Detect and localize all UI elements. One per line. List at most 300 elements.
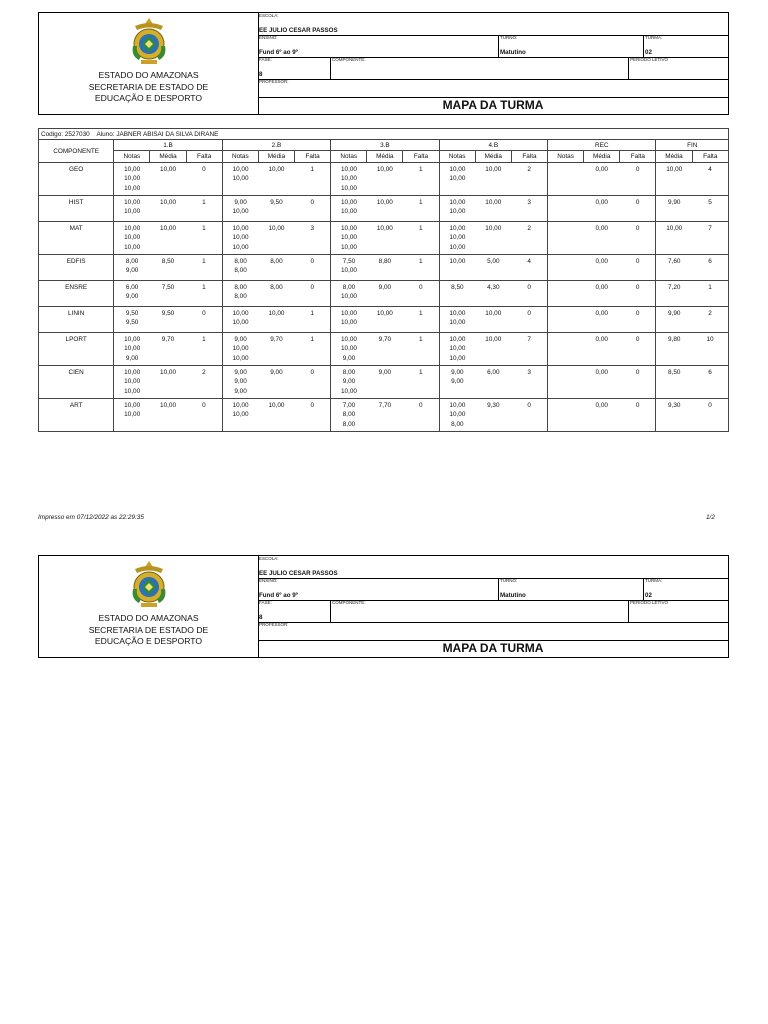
media-cell: 10,00	[150, 196, 186, 222]
nota-value: 10,00	[232, 208, 249, 216]
nota-value: 10,00	[449, 175, 466, 183]
final-media-cell: 9,30	[656, 399, 692, 432]
nota-value: 10,00	[449, 354, 466, 362]
table-row	[39, 281, 729, 307]
nota-value: 10,00	[449, 310, 466, 317]
media-cell: 10,00	[150, 399, 186, 432]
media-cell: 5,00	[475, 255, 511, 281]
media-cell: 8,00	[258, 255, 294, 281]
falta-cell: 1	[403, 255, 439, 281]
nota-value: 8,00	[234, 293, 247, 301]
falta-cell: 3	[511, 366, 547, 399]
falta-cell: 0	[620, 222, 656, 255]
notas-cell	[331, 307, 367, 333]
nota-value: 8,50	[451, 284, 464, 291]
nota-value: 10,00	[124, 199, 141, 206]
nota-value: 10,00	[340, 175, 357, 183]
fase-value: 8	[259, 71, 263, 78]
student-name: Aluno: JABNER ABISAI DA SILVA DIRANE	[96, 130, 219, 138]
notas-cell	[548, 399, 584, 432]
media-cell: 10,00	[475, 222, 511, 255]
media-cell: 10,00	[367, 163, 403, 196]
nota-value: 9,00	[234, 199, 247, 206]
falta-cell: 0	[620, 163, 656, 196]
falta-cell: 1	[186, 255, 222, 281]
turma-label: TURMA:	[645, 35, 663, 40]
nota-value: 10,00	[232, 310, 249, 317]
nota-value: 10,00	[232, 234, 249, 242]
media-cell: 9,50	[258, 196, 294, 222]
nota-value: 10,00	[449, 258, 466, 265]
nota-value: 8,00	[342, 284, 356, 291]
print-timestamp: Impresso em 07/12/2022 as 22:29:35	[38, 514, 144, 521]
falta-cell: 0	[295, 366, 331, 399]
notas-header: Notas	[548, 151, 584, 163]
group-header-1b: 1.B	[114, 140, 222, 151]
notas-cell	[222, 399, 258, 432]
media-cell: 8,00	[258, 281, 294, 307]
header-fields	[258, 13, 728, 114]
falta-cell: 0	[403, 399, 439, 432]
falta-header: Falta	[511, 151, 547, 163]
nota-value: 10,00	[340, 319, 357, 327]
final-media-cell: 9,90	[656, 196, 692, 222]
nota-value: 9,00	[234, 387, 247, 395]
ensino-label: ENSINO:	[259, 578, 278, 583]
final-falta-cell: 4	[692, 163, 728, 196]
final-media-cell: 9,90	[656, 307, 692, 333]
turma-value: 02	[645, 592, 652, 599]
media-cell: 8,50	[150, 255, 186, 281]
media-cell: 10,00	[150, 222, 186, 255]
nota-value: 10,00	[449, 319, 466, 327]
nota-value: 10,00	[340, 184, 357, 192]
notas-cell	[439, 163, 475, 196]
falta-cell: 0	[186, 163, 222, 196]
notas-cell	[114, 222, 150, 255]
falta-cell: 0	[620, 333, 656, 366]
nota-value: 9,00	[451, 369, 464, 376]
nota-value: 10,00	[232, 354, 249, 362]
ensino-value: Fund 6º ao 9º	[259, 592, 298, 599]
nota-value: 10,00	[232, 166, 249, 173]
notas-header: Notas	[439, 151, 475, 163]
notas-cell	[439, 255, 475, 281]
nota-value: 9,00	[234, 378, 247, 386]
nota-value: 10,00	[340, 310, 357, 317]
group-header-4b: 4.B	[439, 140, 547, 151]
media-cell: 0,00	[584, 222, 620, 255]
media-cell: 0,00	[584, 333, 620, 366]
media-cell: 0,00	[584, 255, 620, 281]
notas-cell	[548, 307, 584, 333]
media-cell: 0,00	[584, 307, 620, 333]
component-name: ART	[39, 399, 114, 432]
media-cell: 9,50	[150, 307, 186, 333]
nota-value: 8,00	[342, 411, 356, 419]
final-media-cell: 10,00	[656, 222, 692, 255]
media-cell: 10,00	[475, 163, 511, 196]
notas-cell	[439, 222, 475, 255]
media-cell: 10,00	[150, 366, 186, 399]
final-falta-cell: 6	[692, 366, 728, 399]
nota-value: 10,00	[340, 225, 357, 232]
notas-cell	[114, 307, 150, 333]
table-row	[39, 255, 729, 281]
nota-value: 10,00	[449, 208, 466, 216]
notas-cell	[331, 366, 367, 399]
header-fields	[258, 556, 728, 657]
nota-value: 9,00	[342, 378, 356, 386]
nota-value: 8,00	[342, 420, 356, 428]
notas-header: Notas	[222, 151, 258, 163]
media-cell: 10,00	[258, 163, 294, 196]
table-row	[39, 196, 729, 222]
nota-value: 10,00	[340, 387, 357, 395]
nota-value: 8,00	[451, 420, 464, 428]
table-row	[39, 222, 729, 255]
nota-value: 10,00	[449, 336, 466, 343]
notas-cell	[222, 333, 258, 366]
nota-value: 10,00	[340, 267, 357, 275]
falta-cell: 0	[620, 196, 656, 222]
media-cell: 7,70	[367, 399, 403, 432]
nota-value: 10,00	[340, 199, 357, 206]
table-row	[39, 307, 729, 333]
table-row	[39, 333, 729, 366]
escola-label: ESCOLA:	[259, 13, 279, 18]
falta-cell: 0	[186, 399, 222, 432]
report-header	[38, 12, 729, 115]
final-falta-cell: 10	[692, 333, 728, 366]
nota-value: 10,00	[449, 411, 466, 419]
notas-cell	[439, 366, 475, 399]
notas-cell	[548, 222, 584, 255]
final-falta-cell: 0	[692, 399, 728, 432]
fase-label: FASE:	[259, 600, 272, 605]
falta-cell: 7	[511, 333, 547, 366]
componente-label: COMPONENTE:	[332, 600, 366, 605]
notas-cell	[439, 399, 475, 432]
fase-value: 8	[259, 614, 263, 621]
professor-label: PROFESSOR:	[259, 79, 289, 84]
nota-value: 9,00	[234, 369, 247, 376]
media-cell: 0,00	[584, 399, 620, 432]
falta-cell: 1	[403, 222, 439, 255]
turma-value: 02	[645, 49, 652, 56]
nota-value: 10,00	[340, 293, 357, 301]
component-name: EDFIS	[39, 255, 114, 281]
media-cell: 7,50	[150, 281, 186, 307]
nota-value: 10,00	[124, 243, 141, 251]
componente-header: COMPONENTE	[39, 140, 114, 163]
nota-value: 8,00	[342, 369, 356, 376]
final-falta-cell: 5	[692, 196, 728, 222]
falta-cell: 1	[295, 163, 331, 196]
nota-value: 9,00	[125, 354, 139, 362]
media-cell: 10,00	[258, 222, 294, 255]
nota-value: 10,00	[124, 225, 141, 232]
ensino-label: ENSINO:	[259, 35, 278, 40]
nota-value: 10,00	[449, 166, 466, 173]
falta-cell: 1	[403, 163, 439, 196]
final-falta-cell: 6	[692, 255, 728, 281]
falta-cell: 0	[620, 366, 656, 399]
notas-cell	[114, 399, 150, 432]
nota-value: 9,00	[125, 293, 139, 301]
nota-value: 9,00	[451, 378, 464, 386]
final-falta-cell: 7	[692, 222, 728, 255]
notas-cell	[114, 281, 150, 307]
nota-value: 10,00	[232, 225, 249, 232]
nota-value: 10,00	[340, 345, 357, 353]
nota-value: 10,00	[124, 175, 141, 183]
falta-cell: 3	[511, 196, 547, 222]
component-name: ENSRE	[39, 281, 114, 307]
media-cell: 10,00	[367, 307, 403, 333]
media-header: Média	[656, 151, 692, 163]
group-header-3b: 3.B	[331, 140, 439, 151]
group-header-2b: 2.B	[222, 140, 330, 151]
page-number: 1/2	[706, 514, 715, 521]
media-cell: 10,00	[475, 307, 511, 333]
notas-cell	[331, 281, 367, 307]
escola-value: EE JULIO CESAR PASSOS	[259, 27, 338, 34]
falta-cell: 0	[511, 281, 547, 307]
media-cell: 9,70	[150, 333, 186, 366]
grades-body	[39, 163, 729, 432]
falta-cell: 0	[511, 399, 547, 432]
nota-value: 8,00	[234, 258, 247, 265]
media-cell: 8,80	[367, 255, 403, 281]
nota-value: 10,00	[232, 345, 249, 353]
falta-cell: 1	[186, 281, 222, 307]
nota-value: 9,50	[125, 319, 139, 327]
nota-value: 8,00	[234, 284, 247, 291]
media-cell: 9,30	[475, 399, 511, 432]
component-name: LININ	[39, 307, 114, 333]
nota-value: 10,00	[232, 175, 249, 183]
media-cell: 9,00	[367, 366, 403, 399]
falta-cell: 0	[403, 281, 439, 307]
turno-label: TURNO:	[500, 578, 518, 583]
falta-cell: 1	[186, 196, 222, 222]
component-name: HIST	[39, 196, 114, 222]
notas-cell	[331, 255, 367, 281]
falta-header: Falta	[620, 151, 656, 163]
notas-header: Notas	[114, 151, 150, 163]
media-cell: 9,00	[367, 281, 403, 307]
falta-cell: 2	[511, 222, 547, 255]
notas-cell	[548, 196, 584, 222]
nota-value: 9,00	[125, 267, 139, 275]
notas-cell	[114, 366, 150, 399]
falta-cell: 2	[186, 366, 222, 399]
media-cell: 4,30	[475, 281, 511, 307]
falta-cell: 1	[403, 307, 439, 333]
nota-value: 10,00	[449, 234, 466, 242]
falta-header: Falta	[403, 151, 439, 163]
notas-cell	[331, 222, 367, 255]
component-name: LPORT	[39, 333, 114, 366]
nota-value: 6,00	[125, 284, 139, 291]
media-cell: 10,00	[475, 333, 511, 366]
nota-value: 10,00	[340, 336, 357, 343]
media-cell: 10,00	[367, 196, 403, 222]
component-name: MAT	[39, 222, 114, 255]
nota-value: 10,00	[124, 402, 141, 409]
final-media-cell: 7,60	[656, 255, 692, 281]
student-info	[39, 129, 729, 140]
falta-cell: 0	[186, 307, 222, 333]
notas-cell	[439, 281, 475, 307]
falta-cell: 0	[620, 281, 656, 307]
notas-cell	[114, 255, 150, 281]
component-name: GEO	[39, 163, 114, 196]
falta-cell: 0	[295, 196, 331, 222]
notas-cell	[548, 163, 584, 196]
nota-value: 10,00	[232, 243, 249, 251]
notas-header: Notas	[331, 151, 367, 163]
report-title: MAPA DA TURMA	[442, 641, 544, 655]
nota-value: 10,00	[124, 234, 141, 242]
notas-cell	[222, 163, 258, 196]
nota-value: 10,00	[449, 199, 466, 206]
falta-cell: 1	[186, 333, 222, 366]
final-falta-cell: 2	[692, 307, 728, 333]
nota-value: 10,00	[340, 166, 357, 173]
falta-header: Falta	[295, 151, 331, 163]
media-header: Média	[475, 151, 511, 163]
falta-header: Falta	[692, 151, 728, 163]
nota-value: 10,00	[232, 402, 249, 409]
fase-label: FASE:	[259, 57, 272, 62]
media-cell: 6,00	[475, 366, 511, 399]
nota-value: 9,00	[342, 354, 356, 362]
falta-cell: 0	[295, 255, 331, 281]
ensino-value: Fund 6º ao 9º	[259, 49, 298, 56]
institution-name: ESTADO DO AMAZONAS SECRETARIA DE ESTADO DE EDUCAÇÃO E DESPORTO	[88, 613, 209, 646]
falta-cell: 1	[403, 366, 439, 399]
media-header: Média	[584, 151, 620, 163]
report-header-repeat	[38, 555, 729, 658]
state-coat-of-arms-icon	[129, 559, 169, 611]
grades-table	[38, 128, 729, 432]
periodo-label: PERÍODO LETIVO	[630, 600, 669, 605]
report-title: MAPA DA TURMA	[442, 98, 544, 112]
nota-value: 10,00	[124, 345, 141, 353]
component-name: CIEN	[39, 366, 114, 399]
notas-cell	[548, 255, 584, 281]
student-code: Codigo: 2527030	[41, 130, 90, 138]
final-media-cell: 10,00	[656, 163, 692, 196]
media-cell: 9,70	[367, 333, 403, 366]
notas-cell	[222, 222, 258, 255]
falta-cell: 0	[511, 307, 547, 333]
nota-value: 10,00	[124, 369, 141, 376]
notas-cell	[331, 333, 367, 366]
turno-value: Matutino	[500, 592, 526, 599]
falta-cell: 3	[295, 222, 331, 255]
table-row	[39, 366, 729, 399]
professor-label: PROFESSOR:	[259, 622, 289, 627]
nota-value: 10,00	[124, 378, 141, 386]
nota-value: 10,00	[124, 336, 141, 343]
nota-value: 7,00	[342, 402, 356, 409]
media-cell: 0,00	[584, 281, 620, 307]
group-header-rec: REC	[548, 140, 656, 151]
falta-cell: 0	[295, 281, 331, 307]
notas-cell	[439, 307, 475, 333]
media-cell: 10,00	[258, 307, 294, 333]
falta-cell: 1	[186, 222, 222, 255]
media-cell: 0,00	[584, 196, 620, 222]
media-header: Média	[367, 151, 403, 163]
nota-value: 10,00	[124, 166, 141, 173]
nota-value: 7,50	[342, 258, 356, 265]
nota-value: 10,00	[124, 208, 141, 216]
notas-cell	[331, 163, 367, 196]
nota-value: 10,00	[124, 411, 141, 419]
media-cell: 10,00	[475, 196, 511, 222]
media-header: Média	[150, 151, 186, 163]
periodo-label: PERÍODO LETIVO	[630, 57, 669, 62]
media-header: Média	[258, 151, 294, 163]
falta-cell: 1	[295, 307, 331, 333]
falta-cell: 0	[295, 399, 331, 432]
notas-cell	[439, 333, 475, 366]
nota-value: 10,00	[449, 243, 466, 251]
group-header-fin: FIN	[656, 140, 729, 151]
media-cell: 10,00	[367, 222, 403, 255]
media-cell: 9,00	[258, 366, 294, 399]
nota-value: 10,00	[340, 208, 357, 216]
table-row	[39, 163, 729, 196]
falta-cell: 4	[511, 255, 547, 281]
falta-header: Falta	[186, 151, 222, 163]
institution-name: ESTADO DO AMAZONAS SECRETARIA DE ESTADO DE EDUCAÇÃO E DESPORTO	[88, 70, 209, 103]
media-cell: 9,70	[258, 333, 294, 366]
media-cell: 10,00	[150, 163, 186, 196]
notas-cell	[114, 333, 150, 366]
turno-value: Matutino	[500, 49, 526, 56]
notas-cell	[222, 366, 258, 399]
nota-value: 10,00	[340, 243, 357, 251]
nota-value: 10,00	[124, 387, 141, 395]
falta-cell: 2	[511, 163, 547, 196]
nota-value: 8,00	[234, 267, 247, 275]
media-cell: 0,00	[584, 366, 620, 399]
notas-cell	[548, 366, 584, 399]
notas-cell	[331, 399, 367, 432]
turma-label: TURMA:	[645, 578, 663, 583]
falta-cell: 1	[295, 333, 331, 366]
componente-label: COMPONENTE:	[332, 57, 366, 62]
nota-value: 10,00	[232, 319, 249, 327]
nota-value: 9,50	[125, 310, 139, 317]
escola-label: ESCOLA:	[259, 556, 279, 561]
nota-value: 10,00	[340, 234, 357, 242]
notas-cell	[114, 163, 150, 196]
falta-cell: 0	[620, 307, 656, 333]
falta-cell: 1	[403, 333, 439, 366]
notas-cell	[548, 281, 584, 307]
nota-value: 9,00	[234, 336, 247, 343]
notas-cell	[222, 255, 258, 281]
final-media-cell: 8,50	[656, 366, 692, 399]
final-media-cell: 7,20	[656, 281, 692, 307]
institution-block	[39, 13, 259, 114]
